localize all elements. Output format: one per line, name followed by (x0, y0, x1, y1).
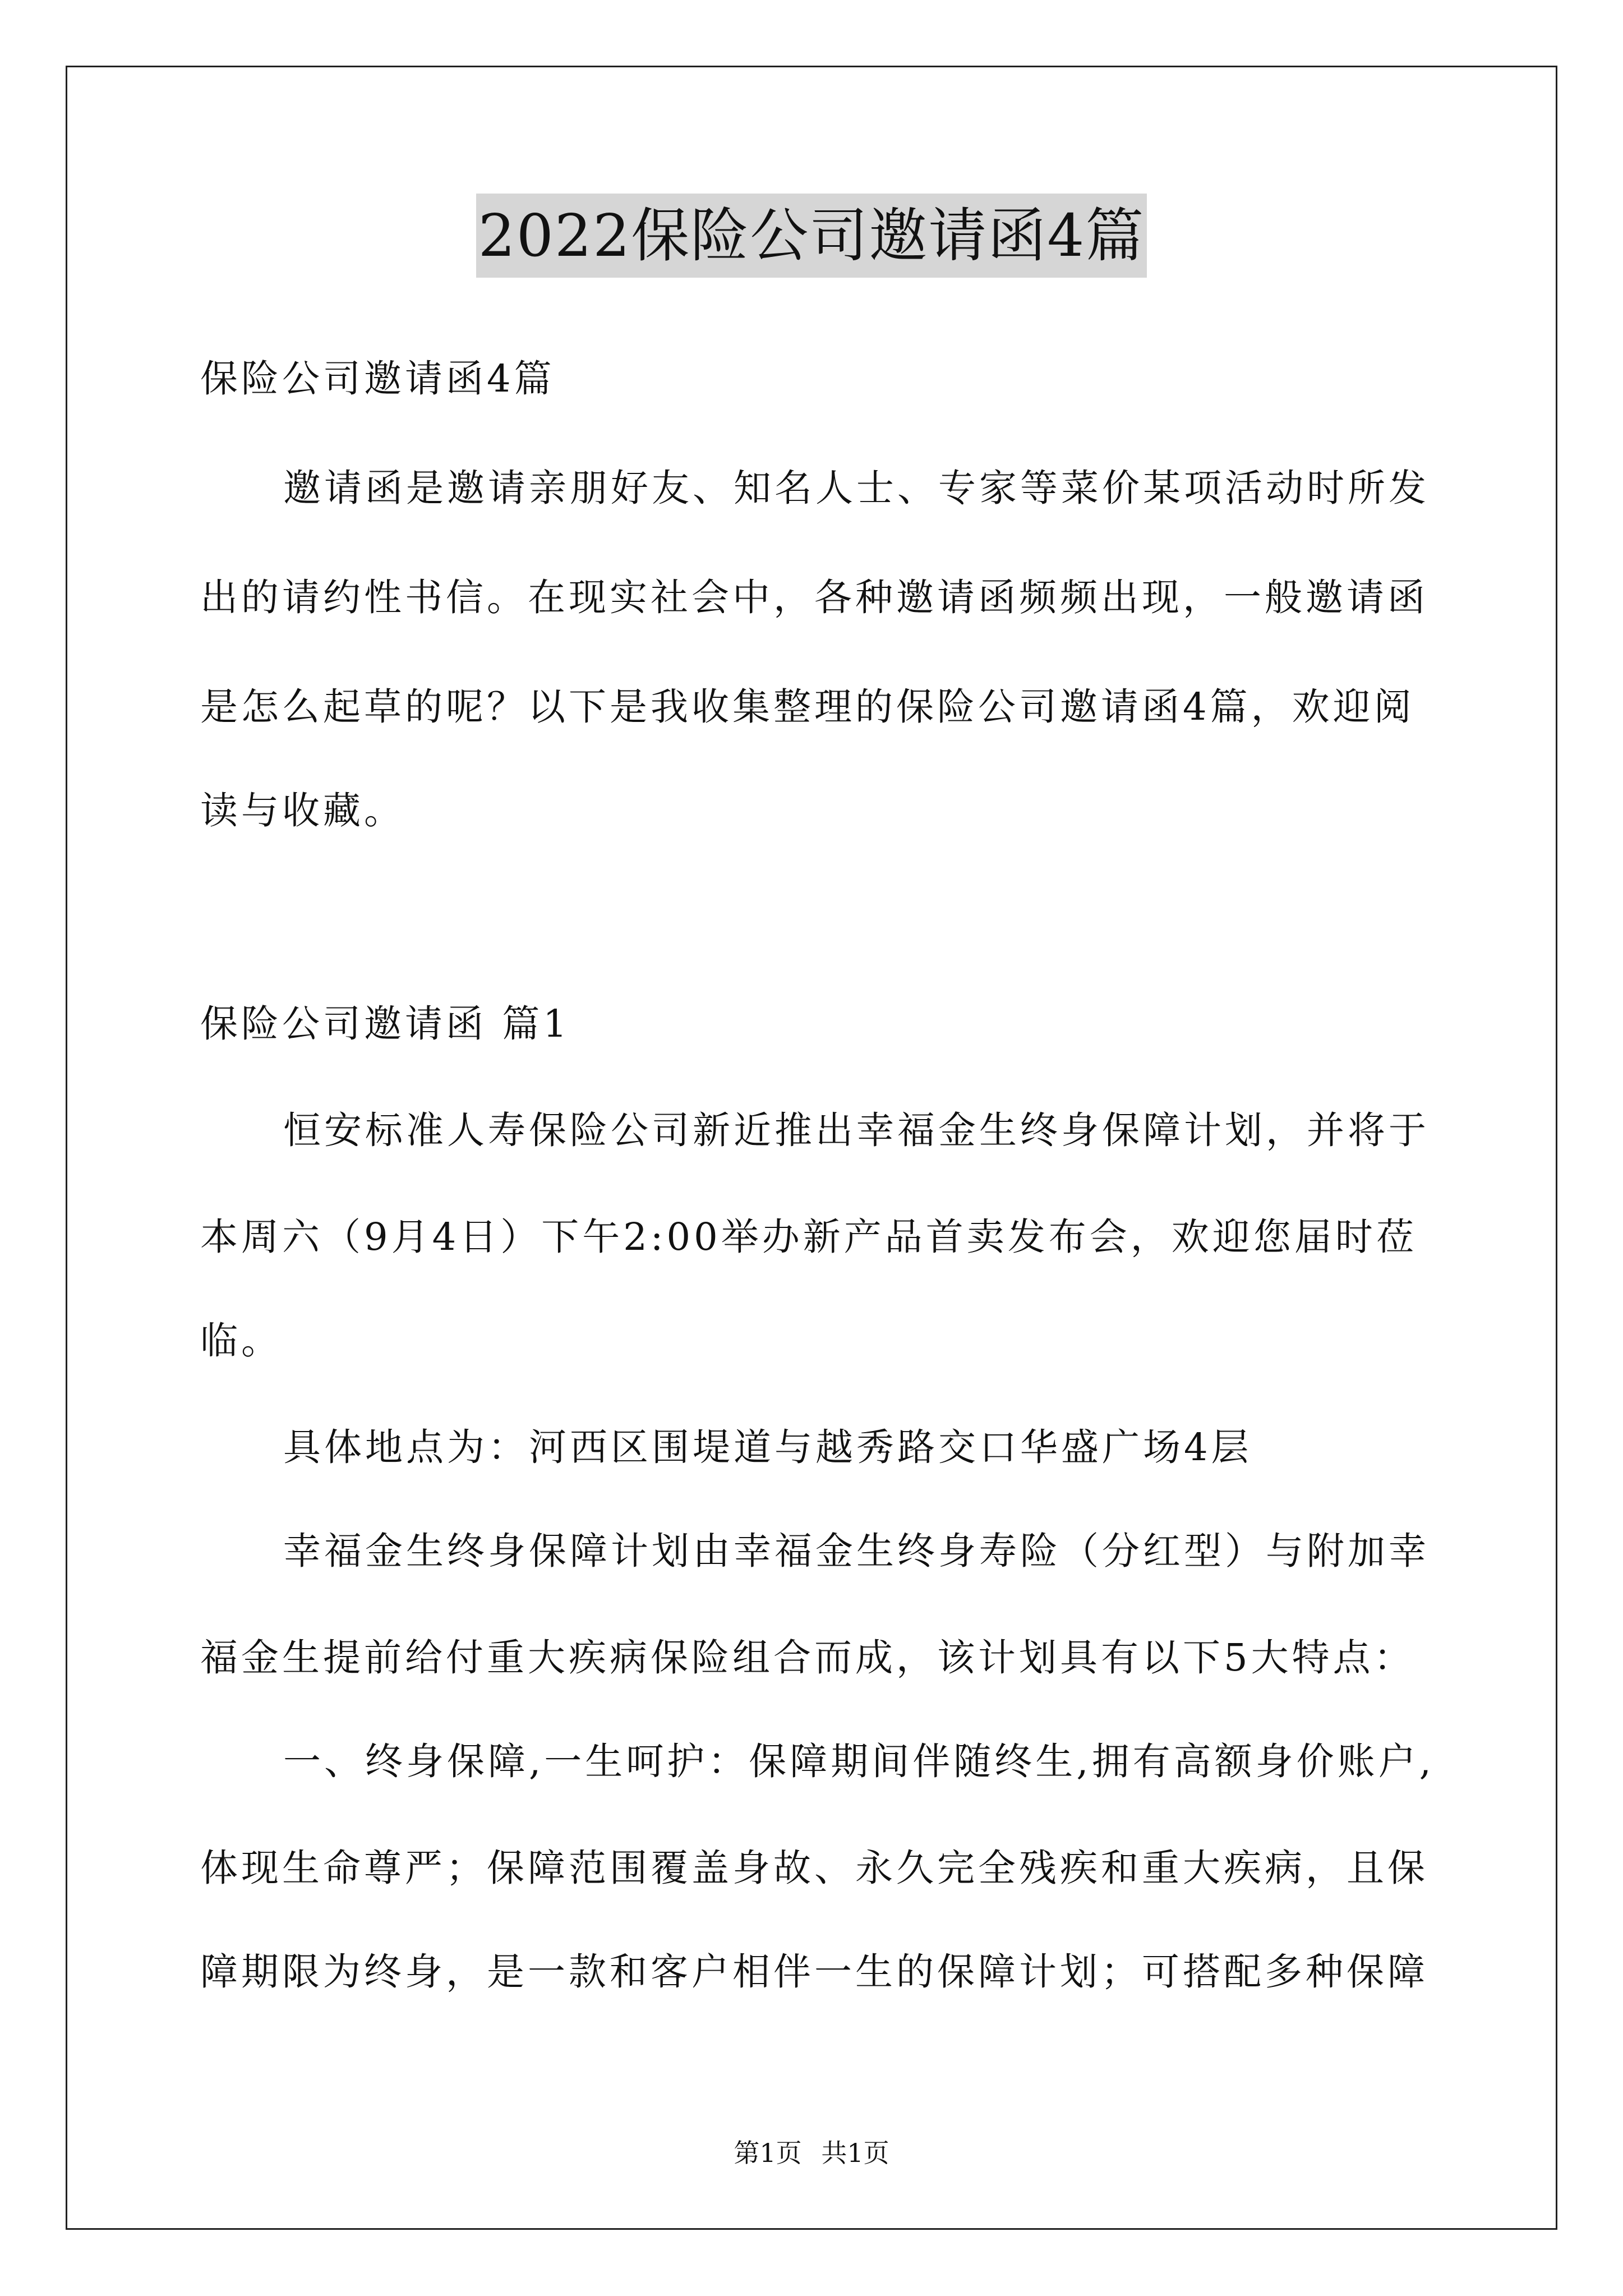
page-total: 共1页 (821, 2138, 889, 2168)
p1-line-2: 本周六（9月4日）下午2:00举办新产品首卖发布会，欢迎您届时莅 (200, 1215, 1417, 1259)
p3-line-2: 福金生提前给付重大疾病保险组合而成，该计划具有以下5大特点： (200, 1636, 1415, 1680)
p4-line-1: 一、终身保障,一生呵护：保障期间伴随终生,拥有高额身价账户, (283, 1740, 1435, 1783)
document-subtitle: 保险公司邀请函4篇 (200, 357, 555, 401)
p1-line-1: 恒安标准人寿保险公司新近推出幸福金生终身保障计划，并将于 (283, 1108, 1430, 1152)
intro-line-4: 读与收藏。 (200, 789, 405, 832)
title-wrapper (0, 194, 1623, 278)
section-heading: 保险公司邀请函 篇1 (200, 1002, 570, 1046)
p1-line-3: 临。 (200, 1319, 282, 1363)
p2-line-1: 具体地点为：河西区围堤道与越秀路交口华盛广场4层 (283, 1425, 1252, 1469)
p4-line-2: 体现生命尊严；保障范围覆盖身故、永久完全残疾和重大疾病，且保 (200, 1846, 1428, 1890)
intro-line-3: 是怎么起草的呢？以下是我收集整理的保险公司邀请函4篇，欢迎阅 (200, 685, 1415, 729)
intro-line-2: 出的请约性书信。在现实社会中，各种邀请函频频出现，一般邀请函 (200, 576, 1428, 619)
intro-line-1: 邀请函是邀请亲朋好友、知名人士、专家等菜价某项活动时所发 (283, 466, 1430, 510)
p4-line-3: 障期限为终身，是一款和客户相伴一生的保障计划；可搭配多种保障 (200, 1950, 1428, 1994)
p3-line-1: 幸福金生终身保障计划由幸福金生终身寿险（分红型）与附加幸 (283, 1529, 1430, 1573)
page-number: 第1页 (734, 2138, 802, 2168)
document-title: 2022保险公司邀请函4篇 (476, 194, 1147, 278)
page-footer (0, 2136, 1623, 2170)
